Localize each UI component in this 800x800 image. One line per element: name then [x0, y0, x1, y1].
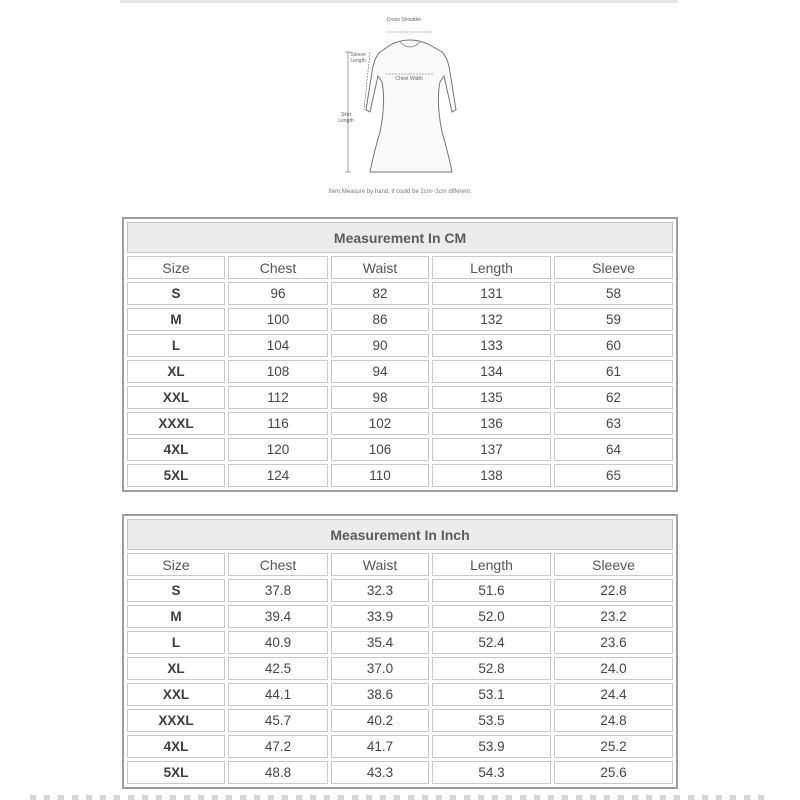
size-cell: XXL [127, 683, 225, 706]
measurement-cell: 131 [432, 282, 551, 305]
measurement-cell: 61 [554, 360, 673, 383]
measurement-cell: 58 [554, 282, 673, 305]
table-row [127, 657, 673, 680]
size-cell: 5XL [127, 761, 225, 784]
dress-measurement-diagram [330, 12, 490, 202]
table-row [127, 631, 673, 654]
table-row [127, 709, 673, 732]
measurement-cell: 133 [432, 334, 551, 357]
measurement-cell: 43.3 [331, 761, 429, 784]
measurement-cell: 24.4 [554, 683, 673, 706]
table-body [127, 553, 673, 784]
table-row [127, 464, 673, 487]
column-header: Length [432, 553, 551, 576]
measurement-cell: 53.9 [432, 735, 551, 758]
table-row [127, 761, 673, 784]
measurement-cell: 53.5 [432, 709, 551, 732]
measurement-cell: 110 [331, 464, 429, 487]
column-header: Size [127, 256, 225, 279]
column-header: Waist [331, 553, 429, 576]
table-row [127, 360, 673, 383]
column-header: Sleeve [554, 256, 673, 279]
table-row [127, 282, 673, 305]
measurement-cell: 104 [228, 334, 328, 357]
measurement-cell: 48.8 [228, 761, 328, 784]
table-body [127, 256, 673, 487]
size-cell: XL [127, 360, 225, 383]
measurement-cell: 45.7 [228, 709, 328, 732]
measurement-cell: 22.8 [554, 579, 673, 602]
size-cell: 4XL [127, 735, 225, 758]
column-header: Size [127, 553, 225, 576]
measurement-cell: 63 [554, 412, 673, 435]
measurement-cell: 65 [554, 464, 673, 487]
table-title: Measurement In Inch [127, 519, 673, 550]
skirt-length-label: Skirt Length [338, 112, 354, 124]
header-row [127, 256, 673, 279]
measurement-cell: 116 [228, 412, 328, 435]
table-row [127, 386, 673, 409]
measurement-cell: 94 [331, 360, 429, 383]
column-header: Chest [228, 553, 328, 576]
measurement-cell: 59 [554, 308, 673, 331]
measurement-cell: 41.7 [331, 735, 429, 758]
measurement-cell: 37.8 [228, 579, 328, 602]
table-row [127, 579, 673, 602]
sleeve-length-label: Sleeve Length [350, 52, 366, 64]
table-title: Measurement In CM [127, 222, 673, 253]
measurement-cell: 37.0 [331, 657, 429, 680]
table-row [127, 683, 673, 706]
measurement-cell: 102 [331, 412, 429, 435]
measurement-cell: 33.9 [331, 605, 429, 628]
measurement-cell: 60 [554, 334, 673, 357]
measurement-cell: 138 [432, 464, 551, 487]
measurement-cell: 112 [228, 386, 328, 409]
measurement-cell: 52.4 [432, 631, 551, 654]
column-header: Waist [331, 256, 429, 279]
measurement-cell: 90 [331, 334, 429, 357]
top-divider [120, 0, 678, 3]
measurement-cell: 137 [432, 438, 551, 461]
measurement-cell: 51.6 [432, 579, 551, 602]
measurement-table-cm [122, 217, 678, 492]
measurement-table-inch [122, 514, 678, 789]
measurement-cell: 40.9 [228, 631, 328, 654]
measurement-cell: 23.2 [554, 605, 673, 628]
measurement-cell: 134 [432, 360, 551, 383]
header-row [127, 553, 673, 576]
size-cell: XXXL [127, 412, 225, 435]
size-cell: 5XL [127, 464, 225, 487]
measurement-cell: 98 [331, 386, 429, 409]
dress-outline-icon [330, 12, 490, 182]
size-cell: M [127, 308, 225, 331]
size-cell: L [127, 334, 225, 357]
measurement-cell: 47.2 [228, 735, 328, 758]
measurement-cell: 136 [432, 412, 551, 435]
size-cell: S [127, 579, 225, 602]
table-row [127, 412, 673, 435]
table-row [127, 605, 673, 628]
measurement-cell: 135 [432, 386, 551, 409]
size-cell: XXL [127, 386, 225, 409]
measurement-cell: 53.1 [432, 683, 551, 706]
measurement-cell: 23.6 [554, 631, 673, 654]
measurement-cell: 86 [331, 308, 429, 331]
measurement-cell: 24.0 [554, 657, 673, 680]
measurement-cell: 40.2 [331, 709, 429, 732]
measurement-cell: 54.3 [432, 761, 551, 784]
chest-width-label: Chest Width [395, 76, 423, 82]
table-row [127, 334, 673, 357]
column-header: Chest [228, 256, 328, 279]
measurement-cell: 24.8 [554, 709, 673, 732]
measurement-cell: 124 [228, 464, 328, 487]
measurement-cell: 108 [228, 360, 328, 383]
column-header: Length [432, 256, 551, 279]
measurement-cell: 120 [228, 438, 328, 461]
measurement-cell: 62 [554, 386, 673, 409]
measurement-note: Item Measure by hand, it could be 2cm~3cm different. [328, 189, 472, 195]
table-row [127, 735, 673, 758]
column-header: Sleeve [554, 553, 673, 576]
measurement-cell: 42.5 [228, 657, 328, 680]
size-cell: S [127, 282, 225, 305]
measurement-cell: 96 [228, 282, 328, 305]
measurement-cell: 32.3 [331, 579, 429, 602]
measurement-cell: 52.8 [432, 657, 551, 680]
size-cell: L [127, 631, 225, 654]
size-cell: M [127, 605, 225, 628]
cross-shoulder-label: Cross Shoulder [386, 17, 422, 23]
measurement-cell: 38.6 [331, 683, 429, 706]
size-cell: XXXL [127, 709, 225, 732]
measurement-cell: 44.1 [228, 683, 328, 706]
table-row [127, 308, 673, 331]
measurement-cell: 106 [331, 438, 429, 461]
measurement-cell: 35.4 [331, 631, 429, 654]
measurement-cell: 132 [432, 308, 551, 331]
measurement-cell: 100 [228, 308, 328, 331]
bottom-cropped-text [30, 795, 770, 800]
size-cell: 4XL [127, 438, 225, 461]
measurement-cell: 64 [554, 438, 673, 461]
table-row [127, 438, 673, 461]
measurement-cell: 25.2 [554, 735, 673, 758]
measurement-cell: 39.4 [228, 605, 328, 628]
measurement-cell: 52.0 [432, 605, 551, 628]
measurement-cell: 25.6 [554, 761, 673, 784]
measurement-cell: 82 [331, 282, 429, 305]
size-cell: XL [127, 657, 225, 680]
